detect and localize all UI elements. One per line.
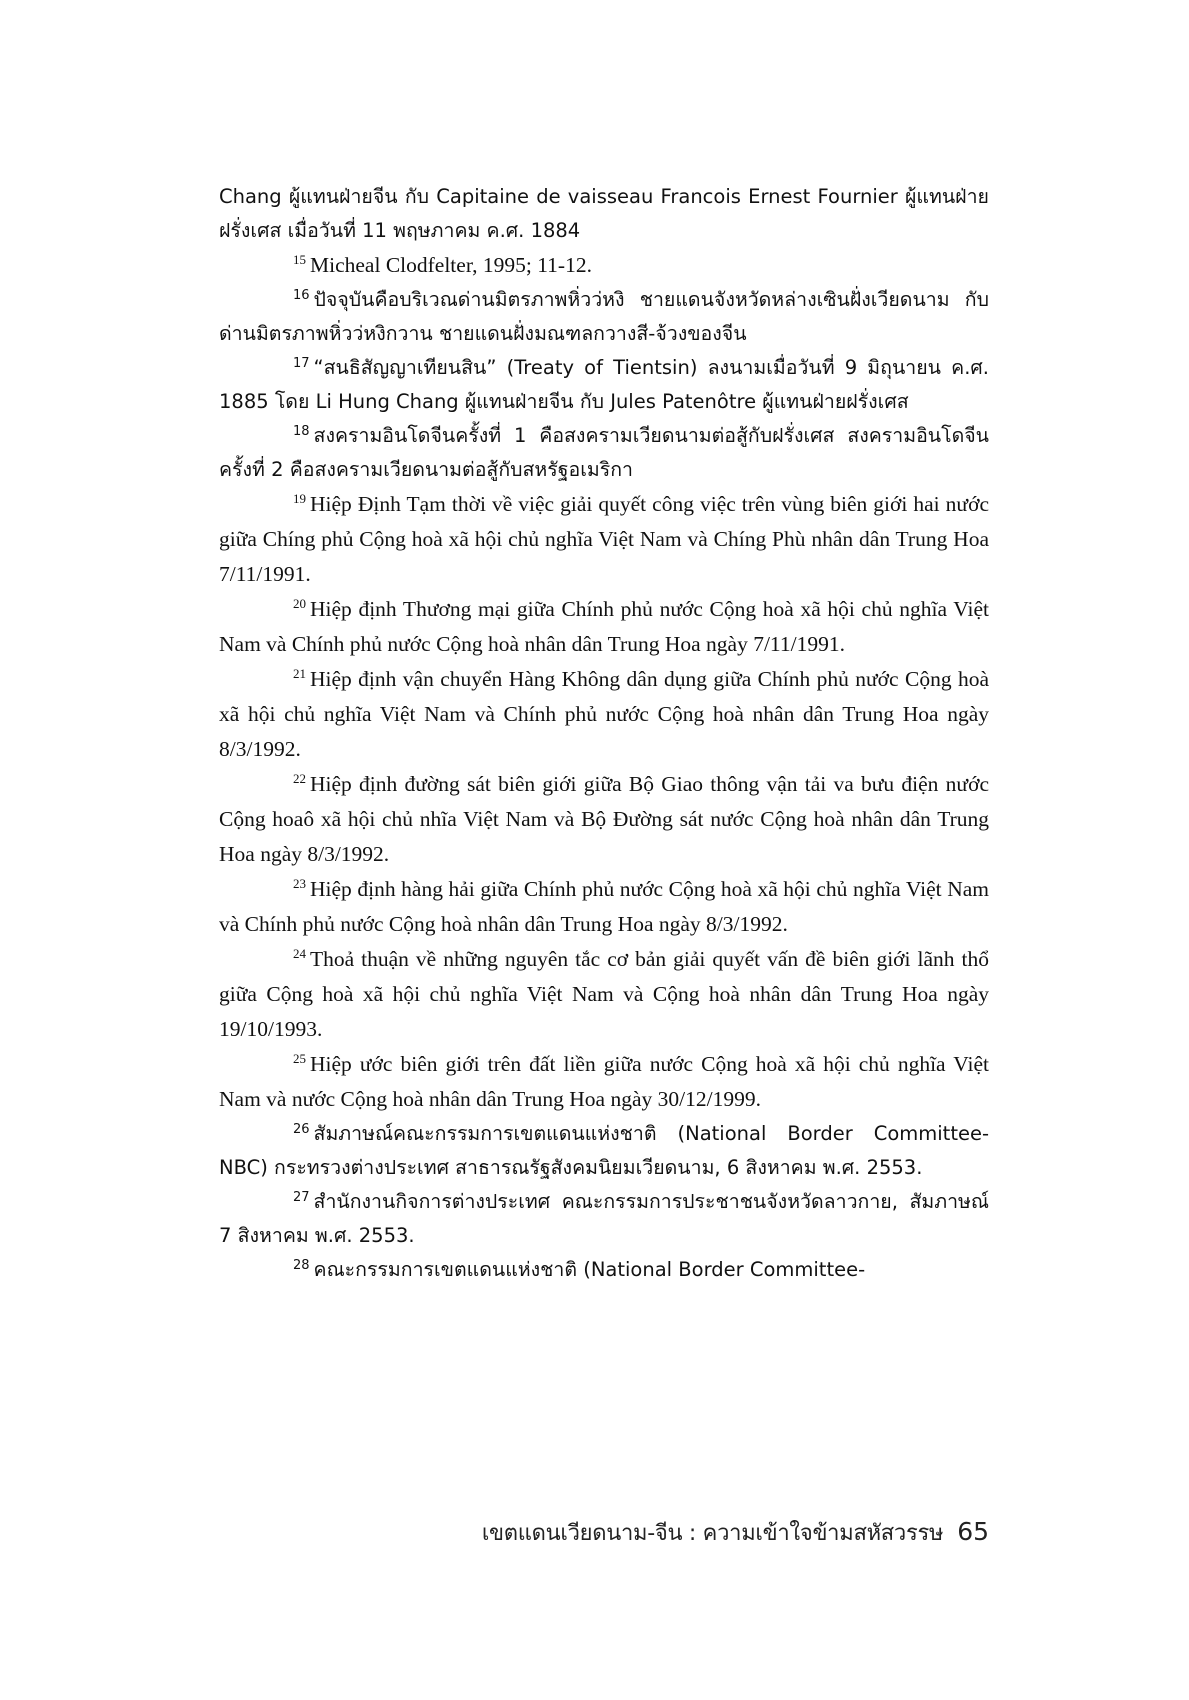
- footnote-text: คณะกรรมการเขตแดนแห่งชาติ (National Border Committee-: [313, 1258, 866, 1281]
- footnote-number: 15: [293, 251, 306, 267]
- continuation-paragraph: Chang ผู้แทนฝ่ายจีน กับ Capitaine de vaisseau Francois Ernest Fournier ผู้แทนฝ่ายฝรั่งเศส เมื่อวันที่ 11 พฤษภาคม ค.ศ. 1884: [219, 185, 989, 242]
- footnote-number: 24: [293, 945, 306, 961]
- footnote-number: 28: [293, 1257, 310, 1273]
- footnote-text: Hiệp định đường sát biên giới giữa Bộ Giao thông vận tải va bưu điện nước Cộng hoaô xã hội chủ nhĩa Việt Nam và Bộ Đường sát nước Cộng hoà nhân dân Trung Hoa ngày 8/3/1992.: [219, 772, 989, 866]
- footnote-text: สัมภาษณ์คณะกรรมการเขตแดนแห่งชาติ (National Border Committee-NBC) กระทรวงต่างประเทศ สาธารณรัฐสังคมนิยมเวียดนาม, 6 สิงหาคม พ.ศ. 2553.: [219, 1122, 989, 1179]
- footnote-text: สงครามอินโดจีนครั้งที่ 1 คือสงครามเวียดนามต่อสู้กับฝรั่งเศส สงครามอินโดจีนครั้งที่ 2 คือสงครามเวียดนามต่อสู้กับสหรัฐอเมริกา: [219, 424, 989, 481]
- footnote-26: [219, 1117, 989, 1185]
- running-title: เขตแดนเวียดนาม-จีน : ความเข้าใจข้ามสหัสวรรษ: [481, 1521, 944, 1546]
- footnote-text: Micheal Clodfelter, 1995; 11-12.: [310, 253, 592, 277]
- footnote-17: [219, 351, 989, 419]
- page-body: [219, 180, 989, 1287]
- footnote-number: 17: [293, 355, 310, 371]
- footnote-text: “สนธิสัญญาเทียนสิน” (Treaty of Tientsin) ลงนามเมื่อวันที่ 9 มิถุนายน ค.ศ. 1885 โดย Li Hung Chang ผู้แทนฝ่ายจีน กับ Jules Patenôtre ผู้แทนฝ่ายฝรั่งเศส: [219, 356, 989, 413]
- footnote-text: สำนักงานกิจการต่างประเทศ คณะกรรมการประชาชนจังหวัดลาวกาย, สัมภาษณ์ 7 สิงหาคม พ.ศ. 2553.: [219, 1190, 989, 1247]
- footnote-number: 25: [293, 1050, 306, 1066]
- footnote-text: Thoả thuận về những nguyên tắc cơ bản giải quyết vấn đề biên giới lãnh thổ giữa Cộng hoà xã hội chủ nghĩa Việt Nam và Cộng hoà nhân dân Trung Hoa ngày 19/10/1993.: [219, 947, 989, 1041]
- footnote-number: 19: [293, 490, 306, 506]
- footnote-number: 23: [293, 875, 306, 891]
- footnote-21: [219, 662, 989, 767]
- footnote-25: [219, 1047, 989, 1117]
- footnote-text: Hiệp định Thương mại giữa Chính phủ nước Cộng hoà xã hội chủ nghĩa Việt Nam và Chính phủ nước Cộng hoà nhân dân Trung Hoa ngày 7/11/1991.: [219, 597, 989, 656]
- footnote-24: [219, 942, 989, 1047]
- footnote-28: [219, 1253, 989, 1287]
- footnote-number: 21: [293, 665, 306, 681]
- footnote-number: 16: [293, 287, 310, 303]
- footnote-19: [219, 487, 989, 592]
- footnote-27: [219, 1185, 989, 1253]
- footnote-number: 26: [293, 1121, 310, 1137]
- page-number: 65: [957, 1517, 989, 1546]
- footnote-number: 22: [293, 770, 306, 786]
- footnote-20: [219, 592, 989, 662]
- footnote-text: Hiệp Định Tạm thời về việc giải quyết công việc trên vùng biên giới hai nước giữa Chíng phủ Cộng hoà xã hội chủ nghĩa Việt Nam và Chíng Phù nhân dân Trung Hoa 7/11/1991.: [219, 492, 989, 586]
- footnote-text: Hiệp định hàng hải giữa Chính phủ nước Cộng hoà xã hội chủ nghĩa Việt Nam và Chính phủ nước Cộng hoà nhân dân Trung Hoa ngày 8/3/1992.: [219, 877, 989, 936]
- footnote-number: 27: [293, 1189, 310, 1205]
- footnote-text: Hiệp ước biên giới trên đất liền giữa nước Cộng hoà xã hội chủ nghĩa Việt Nam và nước Cộng hoà nhân dân Trung Hoa ngày 30/12/1999.: [219, 1052, 989, 1111]
- footnote-16: [219, 283, 989, 351]
- footnote-22: [219, 767, 989, 872]
- footnote-18: [219, 419, 989, 487]
- footnote-15: [219, 248, 989, 283]
- footnote-number: 18: [293, 423, 310, 439]
- footnote-number: 20: [293, 595, 306, 611]
- footnote-text: ปัจจุบันคือบริเวณด่านมิตรภาพหิ่วว่หงิ ชายแดนจังหวัดหล่างเซินฝั่งเวียดนาม กับด่านมิตรภาพหิ่วว่หงิกวาน ชายแดนฝั่งมณฑลกวางสี-จ้วงของจีน: [219, 288, 989, 345]
- page-footer: [219, 1515, 989, 1550]
- footnote-text: Hiệp định vận chuyển Hàng Không dân dụng giữa Chính phủ nước Cộng hoà xã hội chủ nghĩa Việt Nam và Chính phủ nước Cộng hoà nhân dân Trung Hoa ngày 8/3/1992.: [219, 667, 989, 761]
- footnote-23: [219, 872, 989, 942]
